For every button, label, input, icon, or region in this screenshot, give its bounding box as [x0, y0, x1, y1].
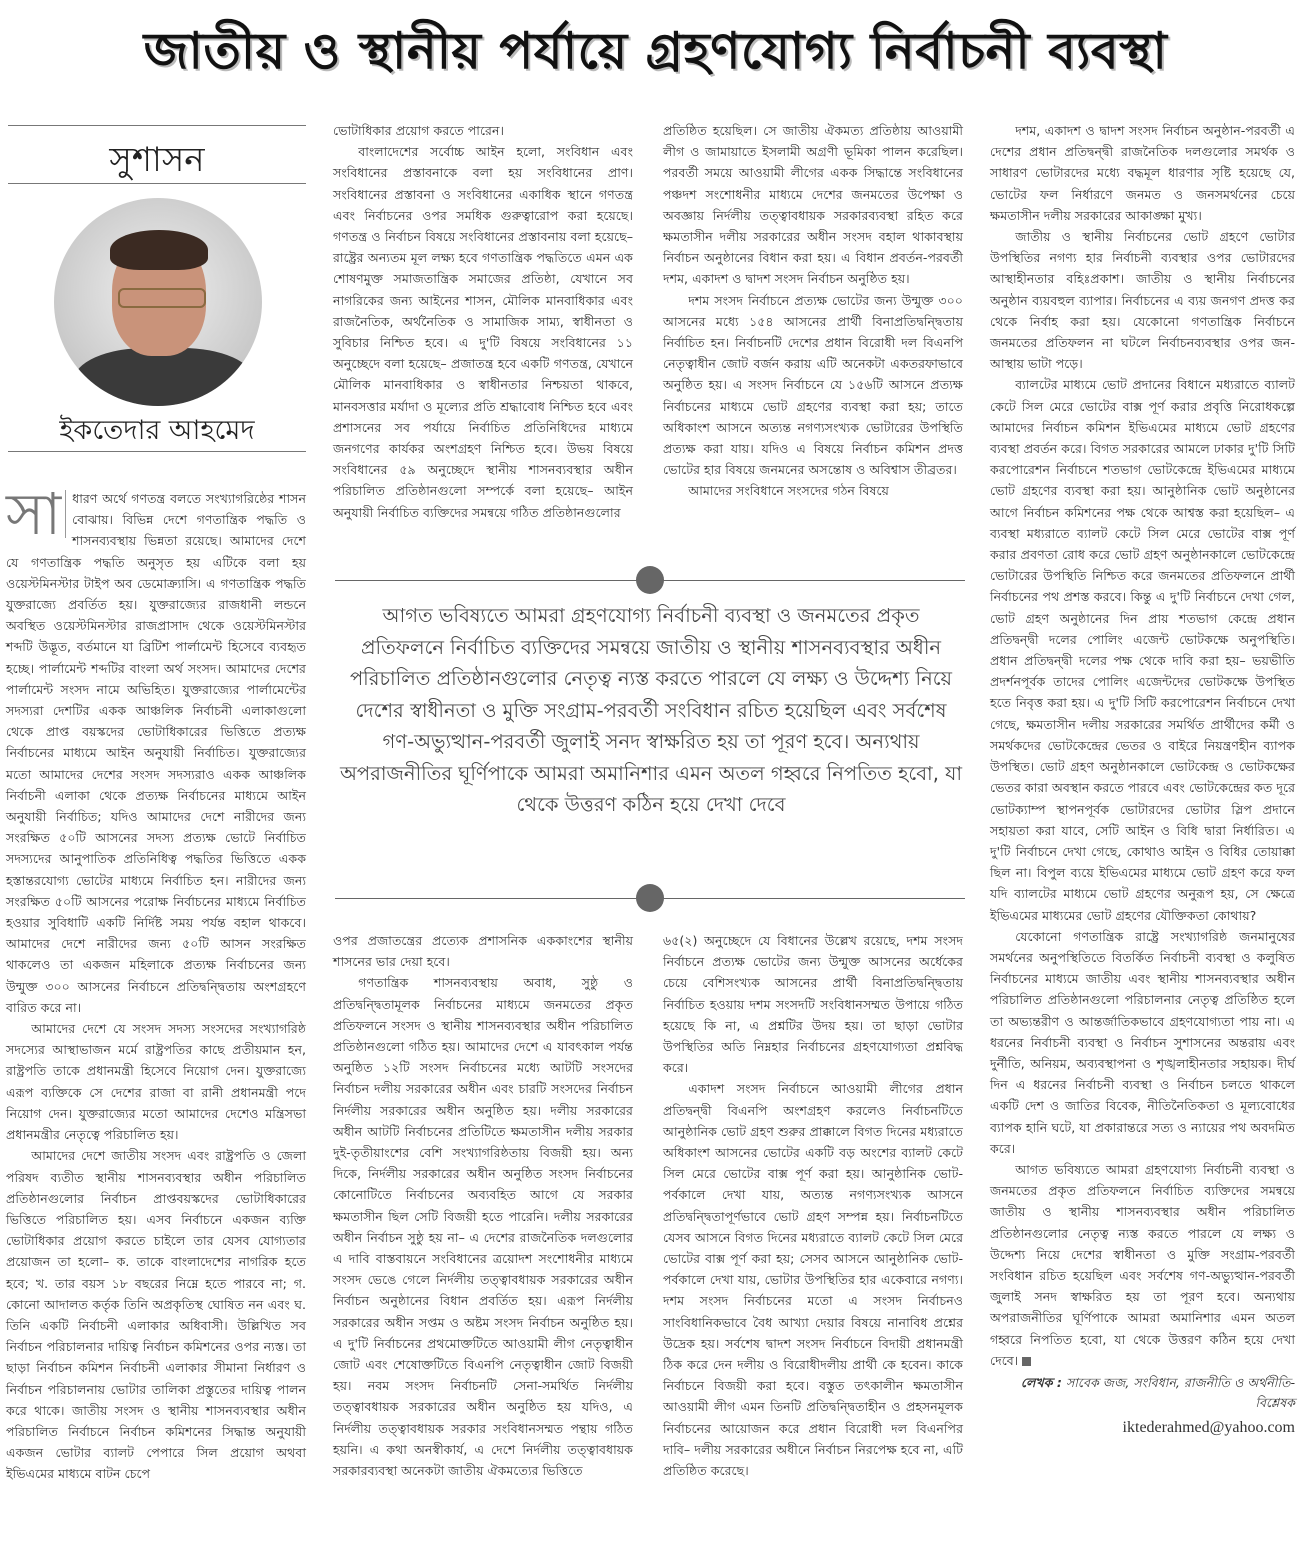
paragraph: প্রতিষ্ঠিত হয়েছিল। সে জাতীয় ঐকমত্য প্রতিষ্ঠায় আওয়ামী লীগ ও জামায়াতে ইসলামী অগ্রণী ভূমিকা পালন করেছিল। পরবর্তী সময়ে আওয়ামী লীগের একক সিদ্ধান্তে সংবিধানের পঞ্চদশ সংশোধনীর মাধ্যমে দেশের জনমতের উপেক্ষা ও অবজ্ঞায় নির্দলীয় তত্ত্বাবধায়ক সরকারব্যবস্থা রহিত করে ক্ষমতাসীন দলীয় সরকারের অধীন সংসদ বহাল থাকাবস্থায় নির্বাচন অনুষ্ঠানের বিধান করা হয়। এ বিধান প্রবর্তন-পরবর্তী দশম, একাদশ ও দ্বাদশ সংসদ নির্বাচন অনুষ্ঠিত হয়। — [663, 123, 963, 287]
article-column-4 — [990, 120, 1295, 1438]
pullquote: আগত ভবিষ্যতে আমরা গ্রহণযোগ্য নির্বাচনী ব্যবস্থা ও জনমতের প্রকৃত প্রতিফলনে নির্বাচিত ব্যক্তিদের সমন্বয়ে জাতীয় ও স্থানীয় শাসনব্যবস্থার অধীন পরিচালিত প্রতিষ্ঠানগুলোর নেতৃত্ব ন্যস্ত করতে পারলে যে লক্ষ্য ও উদ্দেশ্য নিয়ে দেশের স্বাধীনতা ও মুক্তি সংগ্রাম-পরবর্তী সংবিধান রচিত হয়েছিল এবং সর্বশেষ গণ-অভ্যুত্থান-পরবর্তী জুলাই সনদ স্বাক্ষরিত হয় তা পূরণ হবে। অন্যথায় অপরাজনীতির ঘূর্ণিপাকে আমরা অমানিশার এমন অতল গহ্বরে নিপতিত হবো, যা থেকে উত্তরণ কঠিন হয়ে দেখা দেবে — [339, 604, 962, 816]
paragraph: আমাদের সংবিধানে সংসদের গঠন বিষয়ে — [688, 483, 889, 499]
signoff-text: সাবেক জজ, সংবিধান, রাজনীতি ও অর্থনীতি-বিশ্লেষক — [1065, 1374, 1295, 1410]
article-column-3-top — [663, 120, 963, 502]
paragraph: দশম সংসদ নির্বাচনে প্রত্যক্ষ ভোটের জন্য উন্মুক্ত ৩০০ আসনের মধ্যে ১৫৪ আসনের প্রার্থী বিনাপ্রতিদ্বন্দ্বিতায় নির্বাচিত হন। নির্বাচনটি দেশের প্রধান বিরোধী দল বিএনপি নেতৃত্বাধীন জোট বর্জন করায় এটি অনেকটা একতরফাভাবে অনুষ্ঠিত হয়। এ সংসদ নির্বাচনে যে ১৫৬টি আসনে প্রত্যক্ষ নির্বাচনের মাধ্যমে ভোট গ্রহণের ব্যবস্থা করা হয়; তাতে অধিকাংশ আসনে অত্যন্ত নগণ্যসংখ্যক ভোটারের উপস্থিতি প্রত্যক্ষ করা যায়। যদিও এ বিষয়ে নির্বাচন কমিশন প্রদত্ত ভোটের হার বিষয়ে জনমনের অসন্তোষ ও অবিশ্বাস তীব্রতর। — [663, 292, 963, 478]
photo-hair-shape — [110, 230, 208, 270]
paragraph: দশম, একাদশ ও দ্বাদশ সংসদ নির্বাচন অনুষ্ঠান-পরবর্তী এ দেশের প্রধান প্রতিদ্বন্দ্বী রাজনৈতিক দলগুলোর সমর্থক ও সাধারণ ভোটারদের মধ্যে বদ্ধমূল ধারণার সৃষ্টি হয়েছে যে, ভোটের ফল নির্ধারণে জনমত ও জনসমর্থনের চেয়ে ক্ষমতাসীন দলীয় সরকারের আকাঙ্ক্ষা মুখ্য। — [990, 123, 1295, 223]
column-label: সুশাসন — [109, 140, 205, 180]
article-column-2-bottom — [333, 930, 633, 1481]
signoff-label: লেখক : — [1020, 1374, 1062, 1390]
drop-cap: সা — [6, 490, 66, 538]
article-column-2-top — [333, 120, 633, 523]
paragraph: গণতান্ত্রিক শাসনব্যবস্থায় অবাধ, সুষ্ঠু ও প্রতিদ্বন্দ্বিতামূলক নির্বাচনের মাধ্যমে জনমতের প্রকৃত প্রতিফলনে সংসদ ও স্থানীয় শাসনব্যবস্থার অধীন পরিচালিত প্রতিষ্ঠানগুলো গঠিত হয়। আমাদের দেশে এ যাবৎকাল পর্যন্ত অনুষ্ঠিত ১২টি সংসদ নির্বাচনের মধ্যে আটটি সংসদের নির্বাচন দলীয় সরকারের অধীন এবং চারটি সংসদের নির্বাচন নির্দলীয় সরকারের অধীন অনুষ্ঠিত হয়। দলীয় সরকারের অধীন আটটি নির্বাচনের প্রতিটিতে ক্ষমতাসীন দলীয় সরকার দুই-তৃতীয়াংশের বেশি সংখ্যাগরিষ্ঠতায় বিজয়ী হয়। অন্য দিকে, নির্দলীয় সরকারের অধীন অনুষ্ঠিত সংসদ নির্বাচনের কোনোটিতে নির্বাচনের অব্যবহিত আগে যে সরকার ক্ষমতাসীন ছিল সেটি বিজয়ী হতে পারেনি। দলীয় সরকারের অধীন নির্বাচন সুষ্ঠু হয় না– এ দেশের রাজনৈতিক দলগুলোর এ দাবি বাস্তবায়নে সংবিধানের ত্রয়োদশ সংশোধনীর মাধ্যমে সংসদ ভেঙে গেলে নির্দলীয় তত্ত্বাবধায়ক সরকারের অধীন নির্বাচন অনুষ্ঠানের বিধান প্রবর্তিত হয়। এরূপ নির্দলীয় সরকারের অধীন সপ্তম ও অষ্টম সংসদ নির্বাচন অনুষ্ঠিত হয়। এ দু'টি নির্বাচনের প্রথমোক্তটিতে আওয়ামী লীগ নেতৃত্বাধীন জোট এবং শেষোক্তটিতে বিএনপি নেতৃত্বাধীন জোট বিজয়ী হয়। নবম সংসদ নির্বাচনটি সেনা-সমর্থিত নির্দলীয় তত্ত্বাবধায়ক সরকারের অধীন অনুষ্ঠিত হয় যদিও, এ নির্দলীয় তত্ত্বাবধায়ক সরকার সংবিধানসম্মত পন্থায় গঠিত হয়নি। এ কথা অনস্বীকার্য, এ দেশে নির্দলীয় তত্ত্বাবধায়ক সরকারব্যবস্থা অনেকটা জাতীয় ঐকমত্যের ভিত্তিতে — [333, 975, 633, 1479]
paragraph: ৬৫(২) অনুচ্ছেদে যে বিধানের উল্লেখ রয়েছে, দশম সংসদ নির্বাচনে প্রত্যক্ষ ভোটের জন্য উন্মুক্ত আসনের অর্ধেকের চেয়ে বেশিসংখ্যক আসনের প্রার্থী বিনাপ্রতিদ্বন্দ্বিতায় নির্বাচিত হওয়ায় দশম সংসদটি সংবিধানসম্মত উপায়ে গঠিত হয়েছে কি না, এ প্রশ্নটির উদয় হয়। তা ছাড়া ভোটার উপস্থিতির অতি নিম্নহার নির্বাচনের গ্রহণযোগ্যতা প্রশ্নবিদ্ধ করে। — [663, 933, 963, 1076]
paragraph — [990, 1159, 1295, 1371]
pullquote-dot-top — [636, 566, 664, 594]
paragraph: একাদশ সংসদ নির্বাচনে আওয়ামী লীগের প্রধান প্রতিদ্বন্দ্বী বিএনপি অংশগ্রহণ করলেও নির্বাচনটিতে আনুষ্ঠানিক ভোট গ্রহণ শুরুর প্রাক্কালে বিগত দিনের মধ্যরাতে অধিকাংশ আসনের ভোটের একটি বড় অংশের ব্যালট কেটে সিল মেরে ভোটের বাক্স পূর্ণ করা হয়। আনুষ্ঠানিক ভোট-পর্বকালে দেখা যায়, অত্যন্ত নগণ্যসংখ্যক আসনে প্রতিদ্বন্দ্বিতাপূর্ণভাবে ভোট গ্রহণ সম্পন্ন হয়। নির্বাচনটিতে যেসব আসনে বিগত দিনের মধ্যরাতে ব্যালট কেটে সিল মেরে ভোটের বাক্স পূর্ণ করা হয়; সেসব আসনে আনুষ্ঠানিক ভোট-পর্বকালে দেখা যায়, ভোটার উপস্থিতির হার একেবারে নগণ্য। দশম সংসদ নির্বাচনের মতো এ সংসদ নির্বাচনও সাংবিধানিকভাবে বৈধ আখ্যা দেয়ার বিষয়ে নানাবিধ প্রশ্নের উদ্রেক হয়। সর্বশেষ দ্বাদশ সংসদ নির্বাচনে বিদায়ী প্রধানমন্ত্রী ঠিক করে দেন দলীয় ও বিরোধীদলীয় প্রার্থী কে হবেন। কাকে নির্বাচনে বিজয়ী করা হবে। বস্তুত তৎকালীন ক্ষমতাসীন আওয়ামী লীগ এমন তিনটি প্রতিদ্বন্দ্বিতাহীন ও প্রহসনমূলক নির্বাচনের আয়োজন করে প্রধান বিরোধী দল বিএনপির দাবি– দলীয় সরকারের অধীনে নির্বাচন নিরপেক্ষ হবে না, এটি প্রতিষ্ঠিত করেছে। — [663, 1081, 963, 1479]
headline: জাতীয় ও স্থানীয় পর্যায়ে গ্রহণযোগ্য নির্বাচনী ব্যবস্থা — [143, 20, 1168, 80]
paragraph: ব্যালটের মাধ্যমে ভোট প্রদানের বিধানে মধ্যরাতে ব্যালট কেটে সিল মেরে ভোটের বাক্স পূর্ণ করার প্রবৃত্তি নিরোধকল্পে আমাদের নির্বাচন কমিশন ইভিএমের মাধ্যমে ভোট গ্রহণের ব্যবস্থা প্রবর্তন করে। বিগত সরকারের আমলে ঢাকার দু'টি সিটি করপোরেশন নির্বাচনে শতভাগ ভোটকেন্দ্রে ইভিএমের মাধ্যমে ভোট গ্রহণের ব্যবস্থা করা হয়। আনুষ্ঠানিক ভোট অনুষ্ঠানের আগে নির্বাচন কমিশনের পক্ষ থেকে আশ্বস্ত করা হয়েছিল– এ ব্যবস্থা মধ্যরাতে ব্যালট কেটে সিল মেরে ভোটের বাক্স পূর্ণ করার প্রবণতা রোধ করে ভোট গ্রহণ অনুষ্ঠানকালে ভোটকেন্দ্রে ভোটারের উপস্থিতি নিশ্চিত করে জনমতের প্রতিফলনে প্রার্থী নির্বাচনের পথ প্রশস্ত করবে। কিন্তু এ দু'টি নির্বাচনে দেখা গেল, ভোট গ্রহণ অনুষ্ঠানের দিন প্রায় শতভাগ কেন্দ্রে প্রধান প্রতিদ্বন্দ্বী দলের পোলিং এজেন্ট ভোটকক্ষে অনুপস্থিতি। প্রধান প্রতিদ্বন্দ্বী দলের পক্ষ থেকে দাবি করা হয়– ভয়ভীতি প্রদর্শনপূর্বক তাদের পোলিং এজেন্টদের ভোটকক্ষে উপস্থিত হতে নিবৃত্ত করা হয়। এ দু'টি সিটি করপোরেশন নির্বাচনে দেখা গেছে, ক্ষমতাসীন দলীয় সরকারের সমর্থিত প্রার্থীদের কর্মী ও সমর্থকদের ভোটকেন্দ্রের ভেতর ও বাইরে নিয়ন্ত্রণহীন ব্যাপক উপস্থিত। ভোট গ্রহণ অনুষ্ঠানকালে ভোটকেন্দ্র ও ভোটকক্ষের ভেতর কারা অবস্থান করতে পারবে এবং ভোটকেন্দ্রের কত দূরে ভোটক্যাম্প স্থাপনপূর্বক ভোটারদের ভোটার স্লিপ প্রদানে সহায়তা করা যাবে, সেটি আইন ও বিধি দ্বারা নির্ধারিত। এ দু'টি নির্বাচনে দেখা গেছে, কোথাও আইন ও বিধির তোয়াক্কা ছিল না। বিপুল ব্যয়ে ইভিএমের মাধ্যমে ভোট গ্রহণ করে ফল যদি ব্যালটের মাধ্যমে ভোট গ্রহণের অনুরূপ হয়, সে ক্ষেত্রে ইভিএমের মাধ্যমের ভোট গ্রহণের যৌক্তিকতা কোথায়? — [990, 377, 1295, 923]
paragraph: আমাদের দেশে জাতীয় সংসদ এবং রাষ্ট্রপতি ও জেলা পরিষদ ব্যতীত স্থানীয় শাসনব্যবস্থার অধীন পরিচালিত প্রতিষ্ঠানগুলোর নির্বাচন প্রাপ্তবয়স্কদের ভোটাধিকারের ভিত্তিতে পরিচালিত হয়। এসব নির্বাচনে একজন ব্যক্তি ভোটাধিকার প্রয়োগ করতে চাইলে তার যেসব যোগ্যতার প্রয়োজন তা হলো– ক. তাকে বাংলাদেশের নাগরিক হতে হবে; খ. তার বয়স ১৮ বছরের নিম্নে হতে পারবে না; গ. কোনো আদালত কর্তৃক তিনি অপ্রকৃতিস্থ ঘোষিত নন এবং ঘ. তিনি একটি নির্বাচনী এলাকার অধিবাসী। উল্লিখিত সব নির্বাচন পরিচালনার দায়িত্ব নির্বাচন কমিশনের ওপর ন্যস্ত। তা ছাড়া নির্বাচন কমিশন নির্বাচনী এলাকার সীমানা নির্ধারণ ও নির্বাচন পরিচালনায় ভোটার তালিকা প্রস্তুতের দায়িত্ব পালন করে থাকে। জাতীয় সংসদ ও স্থানীয় শাসনব্যবস্থার অধীন পরিচালিত নির্বাচনে নির্বাচন কমিশনের সিদ্ধান্ত অনুযায়ী একজন ভোটার ব্যালট পেপারে সিল প্রয়োগ অথবা ইভিএমের মাধ্যমে বাটন চেপে — [6, 1148, 306, 1482]
photo-body-shape — [74, 348, 254, 406]
paragraph: জাতীয় ও স্থানীয় নির্বাচনের ভোট গ্রহণে ভোটার উপস্থিতির নগণ্য হার নির্বাচনী ব্যবস্থার ওপর ভোটারদের আস্থাহীনতার বহিঃপ্রকাশ। জাতীয় ও স্থানীয় নির্বাচনের অনুষ্ঠান ব্যয়বহুল ব্যাপার। নির্বাচনের এ ব্যয় জনগণ প্রদত্ত কর থেকে নির্বাহ করা হয়। যেকোনো গণতান্ত্রিক নির্বাচনে জনমতের প্রতিফলন না ঘটলে নির্বাচনব্যবস্থার ওপর জন-আস্থায় ভাটা পড়ে। — [990, 229, 1295, 372]
end-mark-icon — [1022, 1357, 1031, 1366]
paragraph: বাংলাদেশের সর্বোচ্চ আইন হলো, সংবিধান এবং সংবিধানের প্রস্তাবনাকে বলা হয় সংবিধানের প্রাণ। সংবিধানের প্রস্তাবনা ও সংবিধানের একাধিক স্থানে গণতন্ত্র এবং নির্বাচনের ওপর সমধিক গুরুত্বারোপ করা হয়েছে। গণতন্ত্র ও নির্বাচন বিষয়ে সংবিধানের প্রস্তাবনায় বলা হয়েছে– রাষ্ট্রের অন্যতম মূল লক্ষ্য হবে গণতান্ত্রিক পদ্ধতিতে এমন এক শোষণমুক্ত সমাজতান্ত্রিক সমাজের প্রতিষ্ঠা, যেখানে সব নাগরিকের জন্য আইনের শাসন, মৌলিক মানবাধিকার এবং রাজনৈতিক, অর্থনৈতিক ও সামাজিক সাম্য, স্বাধীনতা ও সুবিচার নিশ্চিত হবে। এ দু'টি বিষয়ে সংবিধানের ১১ অনুচ্ছেদে বলা হয়েছে– প্রজাতন্ত্র হবে একটি গণতন্ত্র, যেখানে মৌলিক মানবাধিকার ও স্বাধীনতার নিশ্চয়তা থাকবে, মানবসত্তার মর্যাদা ও মূল্যের প্রতি শ্রদ্ধাবোধ নিশ্চিত হবে এবং প্রশাসনের সব পর্যায়ে নির্বাচিত প্রতিনিধিদের মাধ্যমে জনগণের কার্যকর অংশগ্রহণ নিশ্চিত হবে। উভয় বিষয়ে সংবিধানের ৫৯ অনুচ্ছেদে স্থানীয় শাসনব্যবস্থার অধীন পরিচালিত প্রতিষ্ঠানগুলো সম্পর্কে বলা হয়েছে– আইন অনুযায়ী নির্বাচিত ব্যক্তিদের সমন্বয়ে গঠিত প্রতিষ্ঠানগুলোর — [333, 144, 633, 520]
paragraph-text: আগত ভবিষ্যতে আমরা গ্রহণযোগ্য নির্বাচনী ব্যবস্থা ও জনমতের প্রকৃত প্রতিফলনে নির্বাচিত ব্যক্তিদের সমন্বয়ে জাতীয় ও স্থানীয় শাসনব্যবস্থার অধীন পরিচালিত প্রতিষ্ঠানগুলোর নেতৃত্ব ন্যস্ত করতে পারলে যে লক্ষ্য ও উদ্দেশ্য নিয়ে দেশের স্বাধীনতা ও মুক্তি সংগ্রাম-পরবর্তী সংবিধান রচিত হয়েছিল এবং সর্বশেষ গণ-অভ্যুত্থান-পরবর্তী জুলাই সনদ স্বাক্ষরিত হয় তা পূরণ হবে। অন্যথায় অপরাজনীতির ঘূর্ণিপাকে আমরা অমানিশার এমন অতল গহ্বরে নিপতিত হবো, যা থেকে উত্তরণ কঠিন হয়ে দেখা দেবে। — [990, 1161, 1295, 1368]
paragraph-text: ধারণ অর্থে গণতন্ত্র বলতে সংখ্যাগরিষ্ঠের শাসন বোঝায়। বিভিন্ন দেশে গণতান্ত্রিক পদ্ধতি ও শাসনব্যবস্থায় ভিন্নতা রয়েছে। আমাদের দেশে যে গণতান্ত্রিক পদ্ধতি অনুসৃত হয় এটিকে বলা হয় ওয়েস্টমিনস্টার টাইপ অব ডেমোক্র্যাসি। এ গণতান্ত্রিক পদ্ধতি যুক্তরাজ্যে প্রবর্তিত হয়। যুক্তরাজ্যের রাজধানী লন্ডনে অবস্থিত ওয়েস্টমিনস্টার রাজপ্রাসাদ থেকে ওয়েস্টমিনস্টার শব্দটি উদ্ভূত, বর্তমানে যা ব্রিটিশ পার্লামেন্ট হিসেবে ব্যবহৃত হচ্ছে। পার্লামেন্ট শব্দটির বাংলা অর্থ সংসদ। আমাদের দেশের পার্লামেন্ট সংসদ নামে অভিহিত। যুক্তরাজ্যের পার্লামেন্টের সদস্যরা দেশটির একক আঞ্চলিক নির্বাচনী এলাকাগুলো থেকে প্রাপ্ত বয়স্কদের ভোটাধিকারের ভিত্তিতে প্রত্যক্ষ নির্বাচনের মাধ্যমে আইন অনুযায়ী নির্বাচিত। যুক্তরাজ্যের মতো আমাদের দেশের সংসদ সদস্যরাও একক আঞ্চলিক নির্বাচনী এলাকা থেকে প্রত্যক্ষ নির্বাচনের মাধ্যমে আইন অনুযায়ী নির্বাচিত; যদিও আমাদের দেশে নারীদের জন্য সংরক্ষিত ৫০টি আসনের সদস্য প্রত্যক্ষ ভোটে নির্বাচিত সদস্যদের আনুপাতিক প্রতিনিধিত্ব পদ্ধতির ভিত্তিতে একক হস্তান্তরযোগ্য ভোটের মাধ্যমে নির্বাচিত হন। নারীদের জন্য সংরক্ষিত ৫০টি আসনের পরোক্ষ নির্বাচনের মাধ্যমে নির্বাচিত হওয়ার সুবিধাটি একটি নির্দিষ্ট সময় পর্যন্ত বহাল থাকবে। আমাদের দেশে নারীদের জন্য ৫০টি আসন সংরক্ষিত থাকলেও তা একজন মহিলাকে প্রত্যক্ষ নির্বাচনের জন্য উন্মুক্ত ৩০০ আসনের নির্বাচনে প্রতিদ্বন্দ্বিতায় অংশগ্রহণে বারিত করে না। — [6, 491, 306, 1015]
paragraph: ওপর প্রজাতন্ত্রের প্রত্যেক প্রশাসনিক এককাংশের স্থানীয় শাসনের ভার দেয়া হবে। — [333, 933, 633, 970]
paragraph: আমাদের দেশে যে সংসদ সদস্য সংসদের সংখ্যাগরিষ্ঠ সদস্যের আস্থাভাজন মর্মে রাষ্ট্রপতির কাছে প্রতীয়মান হন, রাষ্ট্রপতি তাকে প্রধানমন্ত্রী হিসেবে নিয়োগ দেন। যুক্তরাজ্যে এরূপ ব্যক্তিকে সে দেশের রাজা বা রানী প্রধানমন্ত্রী পদে নিয়োগ দেন। যুক্তরাজ্যের মতো আমাদের দেশেও মন্ত্রিসভা প্রধানমন্ত্রীর নেতৃত্বে পরিচালিত হয়। — [6, 1021, 306, 1143]
author-name: ইকতেদার আহমেদ — [59, 415, 255, 446]
author-signoff — [990, 1373, 1295, 1413]
divider — [8, 451, 306, 452]
photo-glasses-shape — [118, 288, 206, 308]
divider — [8, 183, 306, 184]
paragraph — [6, 480, 306, 1018]
pullquote-dot-bottom — [636, 884, 664, 912]
paragraph: ভোটাধিকার প্রয়োগ করতে পারেন। — [333, 123, 504, 138]
article-column-1 — [6, 480, 306, 1485]
article-column-3-bottom — [663, 930, 963, 1481]
divider — [8, 125, 306, 126]
author-email-link[interactable]: iktederahmed@yahoo.com — [1122, 1418, 1295, 1436]
paragraph: যেকোনো গণতান্ত্রিক রাষ্ট্রে সংখ্যাগরিষ্ঠ জনমানুষের সমর্থনের অনুপস্থিতিতে বিতর্কিত নির্বাচনী ব্যবস্থা ও কলুষিত নির্বাচনের মাধ্যমে জাতীয় এবং স্থানীয় শাসনব্যবস্থার অধীন পরিচালিত প্রতিষ্ঠানগুলো পরিচালনার নেতৃত্ব প্রতিষ্ঠিত হলে তা অভ্যন্তরীণ ও আন্তর্জাতিকভাবে গ্রহণযোগ্যতা পায় না। এ ধরনের নির্বাচনী ব্যবস্থা ও নির্বাচন সুশাসনের অন্তরায় এবং দুর্নীতি, অনিয়ম, অব্যবস্থাপনা ও শৃঙ্খলাহীনতার সহায়ক। দীর্ঘ দিন এ ধরনের নির্বাচনী ব্যবস্থা ও নির্বাচন চলতে থাকলে একটি দেশ ও জাতির বিবেক, নীতিনৈতিকতা ও মূল্যবোধের ব্যাপক হানি ঘটে, যা প্রকারান্তরে সত্য ও ন্যায়ের পথ অবদমিত করে। — [990, 928, 1295, 1156]
author-photo — [54, 198, 262, 406]
